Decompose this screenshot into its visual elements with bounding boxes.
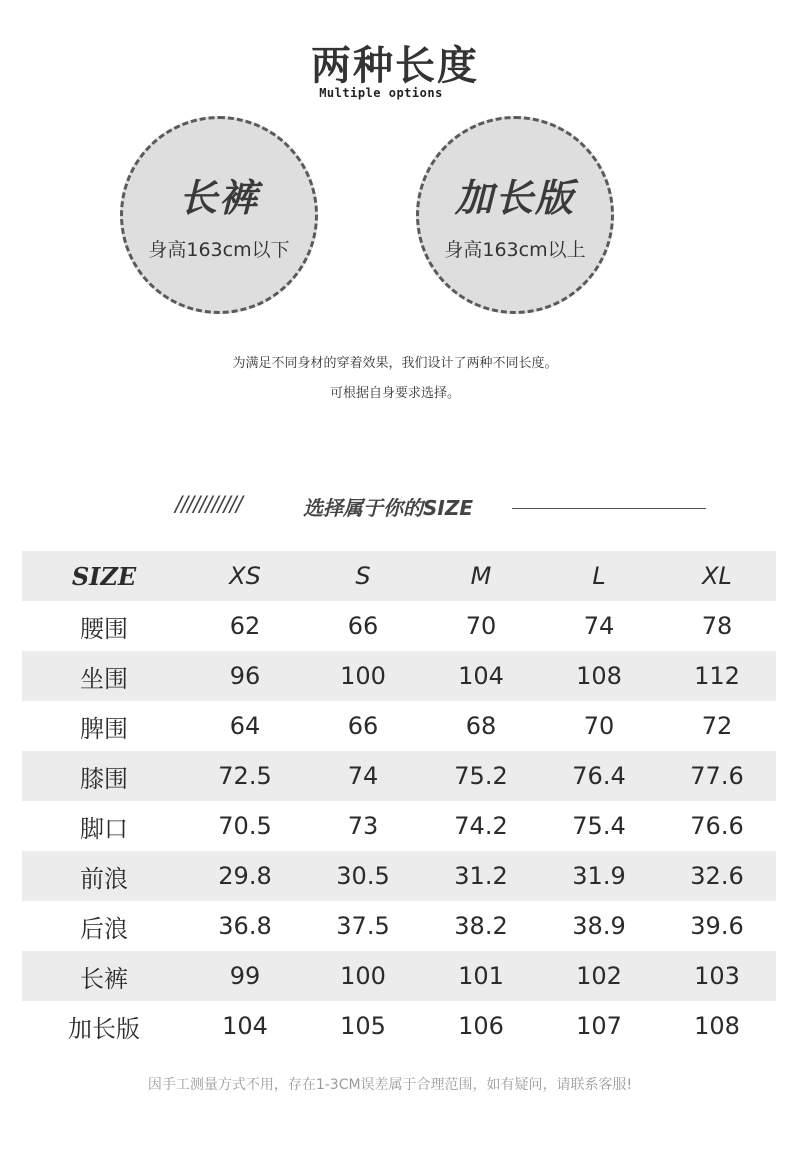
option-circle-long bbox=[416, 116, 614, 314]
decorative-slashes: /////////// bbox=[175, 492, 242, 516]
table-cell: 38.9 bbox=[540, 901, 658, 951]
row-label: 坐围 bbox=[22, 651, 186, 701]
table-row bbox=[22, 951, 776, 1001]
row-label: 后浪 bbox=[22, 901, 186, 951]
option-name: 加长版 bbox=[454, 176, 575, 220]
description-line: 可根据自身要求选择。 bbox=[329, 386, 460, 401]
table-cell: 64 bbox=[186, 701, 304, 751]
table-cell: 72.5 bbox=[186, 751, 304, 801]
table-cell: 74.2 bbox=[422, 801, 540, 851]
section-title: 选择属于你的SIZE bbox=[303, 496, 474, 520]
table-cell: 31.2 bbox=[422, 851, 540, 901]
table-cell: 75.2 bbox=[422, 751, 540, 801]
table-header-row bbox=[22, 551, 776, 601]
row-label: 加长版 bbox=[22, 1001, 186, 1051]
size-header: XL bbox=[658, 551, 776, 601]
option-note: 身高163cm以下 bbox=[148, 239, 290, 261]
table-cell: 102 bbox=[540, 951, 658, 1001]
table-cell: 100 bbox=[304, 651, 422, 701]
table-cell: 76.6 bbox=[658, 801, 776, 851]
table-cell: 70.5 bbox=[186, 801, 304, 851]
table-row bbox=[22, 651, 776, 701]
table-cell: 38.2 bbox=[422, 901, 540, 951]
table-cell: 112 bbox=[658, 651, 776, 701]
table-cell: 100 bbox=[304, 951, 422, 1001]
size-header-label: SIZE bbox=[22, 551, 186, 601]
table-row bbox=[22, 851, 776, 901]
row-label: 脚口 bbox=[22, 801, 186, 851]
table-cell: 31.9 bbox=[540, 851, 658, 901]
table-cell: 76.4 bbox=[540, 751, 658, 801]
table-cell: 96 bbox=[186, 651, 304, 701]
table-cell: 99 bbox=[186, 951, 304, 1001]
footer-note: 因手工测量方式不用，存在1-3CM误差属于合理范围，如有疑问，请联系客服! bbox=[147, 1077, 633, 1093]
option-circle-regular bbox=[120, 116, 318, 314]
option-name: 长裤 bbox=[178, 176, 259, 220]
table-cell: 106 bbox=[422, 1001, 540, 1051]
table-cell: 73 bbox=[304, 801, 422, 851]
table-cell: 30.5 bbox=[304, 851, 422, 901]
table-cell: 108 bbox=[540, 651, 658, 701]
row-label: 腰围 bbox=[22, 601, 186, 651]
table-cell: 104 bbox=[422, 651, 540, 701]
table-cell: 39.6 bbox=[658, 901, 776, 951]
size-header: L bbox=[540, 551, 658, 601]
table-cell: 108 bbox=[658, 1001, 776, 1051]
table-cell: 66 bbox=[304, 701, 422, 751]
table-row bbox=[22, 1001, 776, 1051]
table-cell: 77.6 bbox=[658, 751, 776, 801]
description-line: 为满足不同身材的穿着效果，我们设计了两种不同长度。 bbox=[232, 356, 558, 371]
table-cell: 37.5 bbox=[304, 901, 422, 951]
row-label: 长裤 bbox=[22, 951, 186, 1001]
size-header: XS bbox=[186, 551, 304, 601]
divider-line bbox=[512, 508, 706, 509]
row-label: 膝围 bbox=[22, 751, 186, 801]
table-cell: 29.8 bbox=[186, 851, 304, 901]
table-cell: 62 bbox=[186, 601, 304, 651]
size-header: M bbox=[422, 551, 540, 601]
table-cell: 103 bbox=[658, 951, 776, 1001]
table-cell: 72 bbox=[658, 701, 776, 751]
table-cell: 32.6 bbox=[658, 851, 776, 901]
page-subtitle: Multiple options bbox=[319, 86, 443, 100]
table-cell: 105 bbox=[304, 1001, 422, 1051]
table-cell: 101 bbox=[422, 951, 540, 1001]
table-row bbox=[22, 601, 776, 651]
size-header: S bbox=[304, 551, 422, 601]
table-cell: 78 bbox=[658, 601, 776, 651]
option-note: 身高163cm以上 bbox=[444, 239, 586, 261]
page-title: 两种长度 bbox=[311, 43, 479, 89]
row-label: 脾围 bbox=[22, 701, 186, 751]
table-row bbox=[22, 801, 776, 851]
table-row bbox=[22, 901, 776, 951]
table-cell: 70 bbox=[540, 701, 658, 751]
row-label: 前浪 bbox=[22, 851, 186, 901]
table-row bbox=[22, 701, 776, 751]
table-cell: 107 bbox=[540, 1001, 658, 1051]
table-cell: 74 bbox=[304, 751, 422, 801]
table-row bbox=[22, 751, 776, 801]
table-cell: 36.8 bbox=[186, 901, 304, 951]
table-cell: 74 bbox=[540, 601, 658, 651]
table-cell: 70 bbox=[422, 601, 540, 651]
table-cell: 104 bbox=[186, 1001, 304, 1051]
size-table bbox=[22, 551, 776, 1051]
table-cell: 75.4 bbox=[540, 801, 658, 851]
table-cell: 68 bbox=[422, 701, 540, 751]
size-section-header bbox=[0, 490, 790, 520]
table-cell: 66 bbox=[304, 601, 422, 651]
